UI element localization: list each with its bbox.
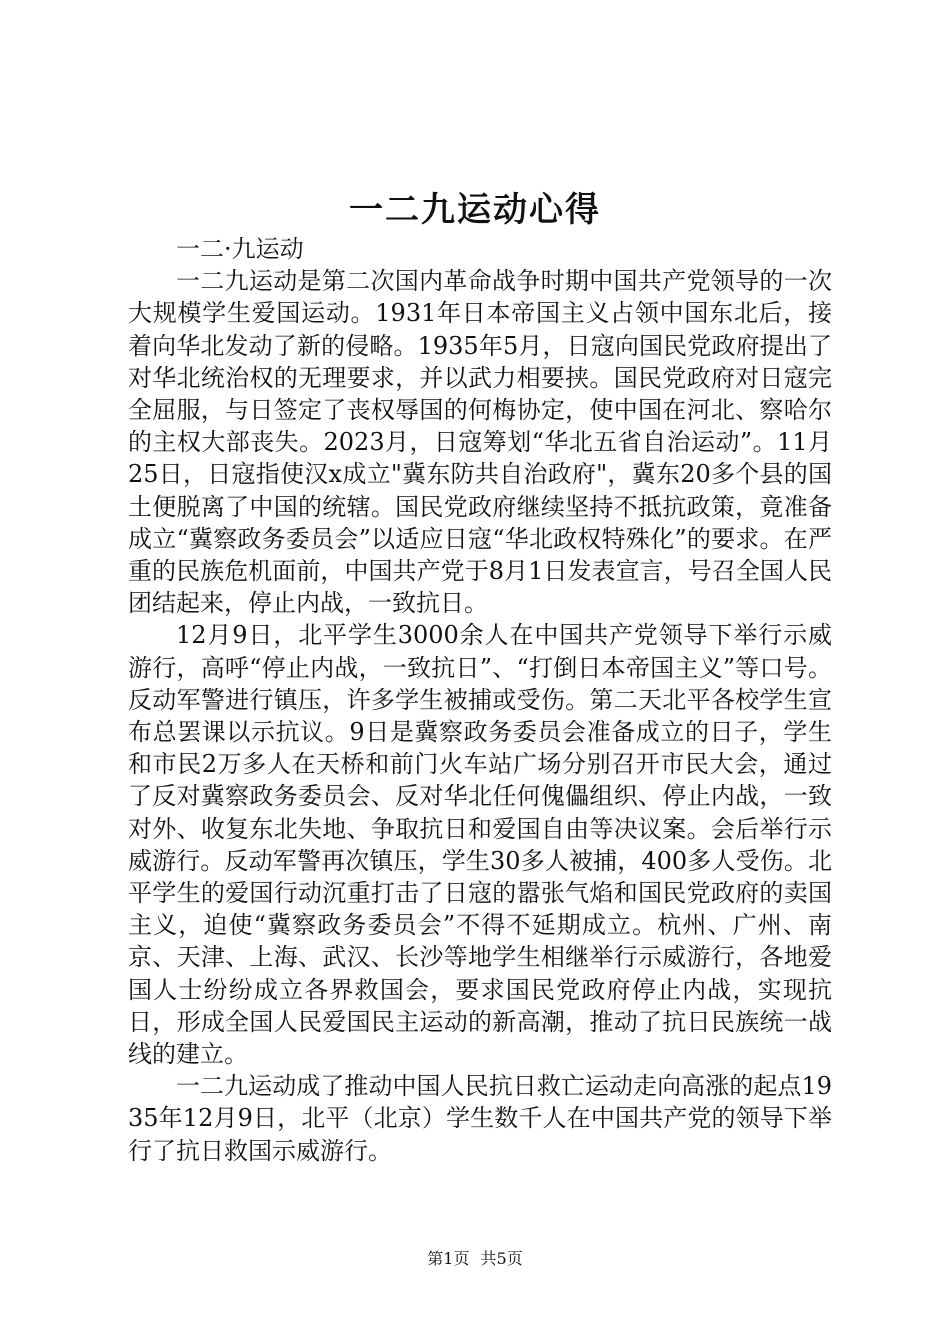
paragraph: 一二九运动成了推动中国人民抗日救亡运动走向高涨的起点1935年12月9日，北平（北京）学生数千人在中国共产党的领导下举行了抗日救国示威游行。 xyxy=(128,1072,832,1165)
paragraph: 一二九运动是第二次国内革命战争时期中国共产党领导的一次大规模学生爱国运动。1931年日本帝国主义占领中国东北后，接着向华北发动了新的侵略。1935年5月，日寇向国民党政府提出了对华北统治权的无理要求，并以武力相要挟。国民党政府对日寇完全屈服，与日签定了丧权辱国的何梅协定，使中国在河北、察哈尔的主权大部丧失。2023月，日寇筹划“华北五省自治运动”。11月25日，日寇指使汉x成立"冀东防共自治政府"，冀东20多个县的国土便脱离了中国的统辖。国民党政府继续坚持不抵抗政策，竟准备成立“冀察政务委员会”以适应日寇“华北政权特殊化”的要求。在严重的民族危机面前，中国共产党于8月1日发表宣言，号召全国人民团结起来，停止内战，一致抗日。 xyxy=(128,267,832,618)
page-count: 共5页 xyxy=(480,1249,523,1268)
document-title: 一二九运动心得 xyxy=(349,190,601,230)
page-number: 第1页 xyxy=(427,1249,470,1268)
paragraph-heading: 一二·九运动 xyxy=(176,235,304,263)
page-footer xyxy=(0,1248,950,1270)
paragraph: 12月9日，北平学生3000余人在中国共产党领导下举行示威游行，高呼“停止内战，一致抗日”、“打倒日本帝国主义”等口号。反动军警进行镇压，许多学生被捕或受伤。第二天北平各校学生宣布总罢课以示抗议。9日是冀察政务委员会准备成立的日子，学生和市民2万多人在天桥和前门火车站广场分别召开市民大会，通过了反对冀察政务委员会、反对华北任何傀儡组织、停止内战，一致对外、收复东北失地、争取抗日和爱国自由等决议案。会后举行示威游行。反动军警再次镇压，学生30多人被捕，400多人受伤。北平学生的爱国行动沉重打击了日寇的嚣张气焰和国民党政府的卖国主义，迫使“冀察政务委员会”不得不延期成立。杭州、广州、南京、天津、上海、武汉、长沙等地学生相继举行示威游行，各地爱国人士纷纷成立各界救国会，要求国民党政府停止内战，实现抗日，形成全国人民爱国民主运动的新高潮，推动了抗日民族统一战线的建立。 xyxy=(128,621,832,1069)
document-body xyxy=(128,233,832,1167)
